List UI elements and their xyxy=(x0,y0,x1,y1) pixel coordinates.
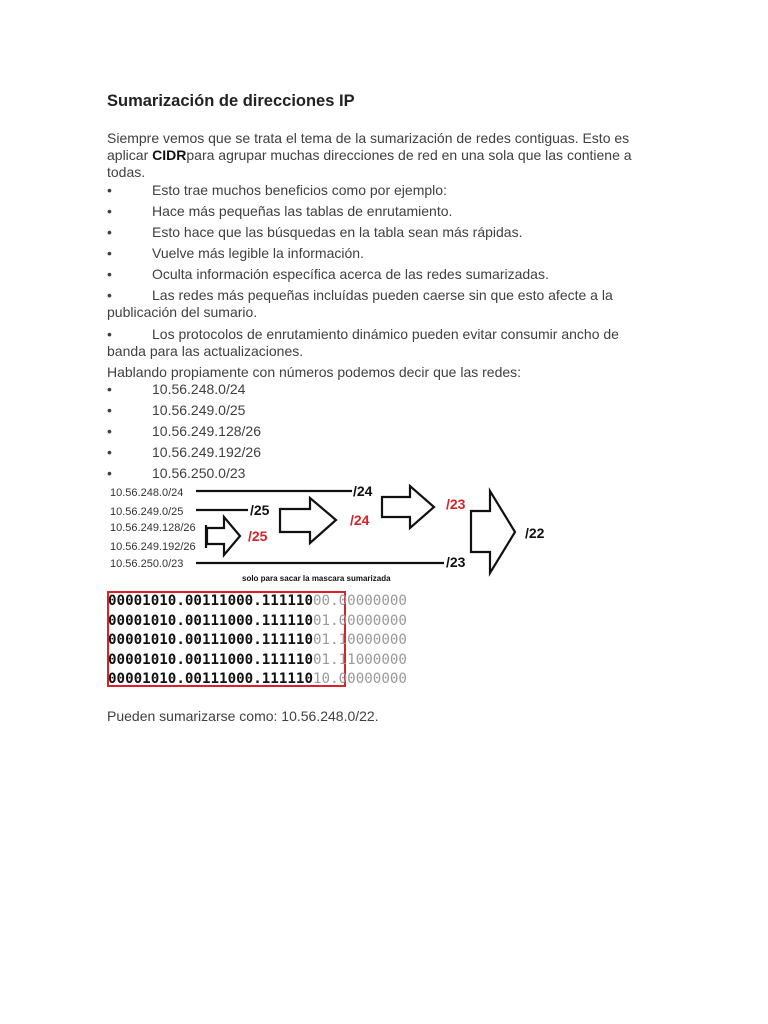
list-item-text: Las redes más pequeñas incluídas pueden caerse sin que esto afecte a la xyxy=(152,287,613,303)
binary-common-bits: 00001010.00111000.111110 xyxy=(108,671,313,687)
binary-row xyxy=(108,612,407,632)
list-item-text: Vuelve más legible la información. xyxy=(152,245,364,261)
cidr-term: CIDR xyxy=(152,147,187,163)
list-item-text: Esto hace que las búsquedas en la tabla sean más rápidas. xyxy=(152,224,523,240)
list-item-text: Hace más pequeñas las tablas de enrutamiento. xyxy=(152,203,453,219)
bullet: • xyxy=(107,444,112,460)
bullet: • xyxy=(107,203,112,219)
intro-line-2-post: para agrupar muchas direcciones de red en una sola que las contiene a xyxy=(186,147,632,163)
binary-row xyxy=(108,670,407,690)
binary-rest-bits: 00.00000000 xyxy=(313,593,407,609)
bullet: • xyxy=(107,245,112,261)
binary-common-bits: 00001010.00111000.111110 xyxy=(108,593,313,609)
bullet: • xyxy=(107,465,112,481)
diagram-net-label: 10.56.250.0/23 xyxy=(110,558,184,570)
network-text: 10.56.249.0/25 xyxy=(152,402,246,418)
bullet: • xyxy=(107,326,112,342)
bullet: • xyxy=(107,287,112,303)
binary-common-bits: 00001010.00111000.111110 xyxy=(108,632,313,648)
diagram-net-label: 10.56.248.0/24 xyxy=(110,487,184,499)
list-item-text: Los protocolos de enrutamiento dinámico pueden evitar consumir ancho de xyxy=(152,326,619,342)
diagram-net-label: 10.56.249.128/26 xyxy=(110,522,196,534)
network-text: 10.56.249.192/26 xyxy=(152,444,261,460)
arrow-icon xyxy=(280,498,336,543)
binary-row xyxy=(108,651,407,671)
intro-line-1: Siempre vemos que se trata el tema de la sumarización de redes contiguas. Esto es xyxy=(107,130,630,146)
list-item-text-cont: publicación del sumario. xyxy=(107,304,258,320)
diagram-net-label: 10.56.249.192/26 xyxy=(110,541,196,553)
network-text: 10.56.248.0/24 xyxy=(152,381,246,397)
mask-label: /23 xyxy=(446,554,466,570)
binary-rest-bits: 01.11000000 xyxy=(313,651,407,668)
bullet: • xyxy=(107,224,112,240)
intro-line-3: todas. xyxy=(107,164,146,180)
list-item-text-cont: banda para las actualizaciones. xyxy=(107,343,304,359)
bullet: • xyxy=(107,423,112,439)
binary-common-bits: 00001010.00111000.111110 xyxy=(108,651,313,668)
bullet: • xyxy=(107,182,112,198)
mask-label-red: /23 xyxy=(446,496,466,512)
final-mask-label: /22 xyxy=(525,525,545,541)
arrow-icon xyxy=(207,517,240,555)
binary-row xyxy=(108,631,407,651)
mask-label-red: /25 xyxy=(248,528,268,544)
networks-intro: Hablando propiamente con números podemos decir que las redes: xyxy=(107,364,522,380)
mask-label: /24 xyxy=(353,483,373,499)
binary-rest-bits: 01.10000000 xyxy=(313,632,407,648)
list-item-text: Esto trae muchos beneficios como por ejemplo: xyxy=(152,182,447,198)
binary-row xyxy=(108,592,407,612)
intro-line-2-pre: aplicar xyxy=(107,147,153,163)
mask-label-red: /24 xyxy=(350,512,370,528)
network-text: 10.56.250.0/23 xyxy=(152,465,246,481)
bullet: • xyxy=(107,266,112,282)
diagram-net-label: 10.56.249.0/25 xyxy=(110,506,184,518)
page-title: Sumarización de direcciones IP xyxy=(107,92,355,110)
list-item-text: Oculta información específica acerca de las redes sumarizadas. xyxy=(152,266,549,282)
binary-rest-bits: 10.00000000 xyxy=(313,671,407,687)
binary-rest-bits: 01.00000000 xyxy=(313,612,407,629)
bullet: • xyxy=(107,381,112,397)
conclusion: Pueden sumarizarse como: 10.56.248.0/22. xyxy=(107,708,379,724)
big-arrow-icon xyxy=(471,491,515,573)
network-text: 10.56.249.128/26 xyxy=(152,423,261,439)
binary-common-bits: 00001010.00111000.111110 xyxy=(108,612,313,629)
bullet: • xyxy=(107,402,112,418)
mask-label: /25 xyxy=(250,502,270,518)
diagram-note: solo para sacar la mascara sumarizada xyxy=(242,574,391,583)
arrow-icon xyxy=(382,486,434,528)
